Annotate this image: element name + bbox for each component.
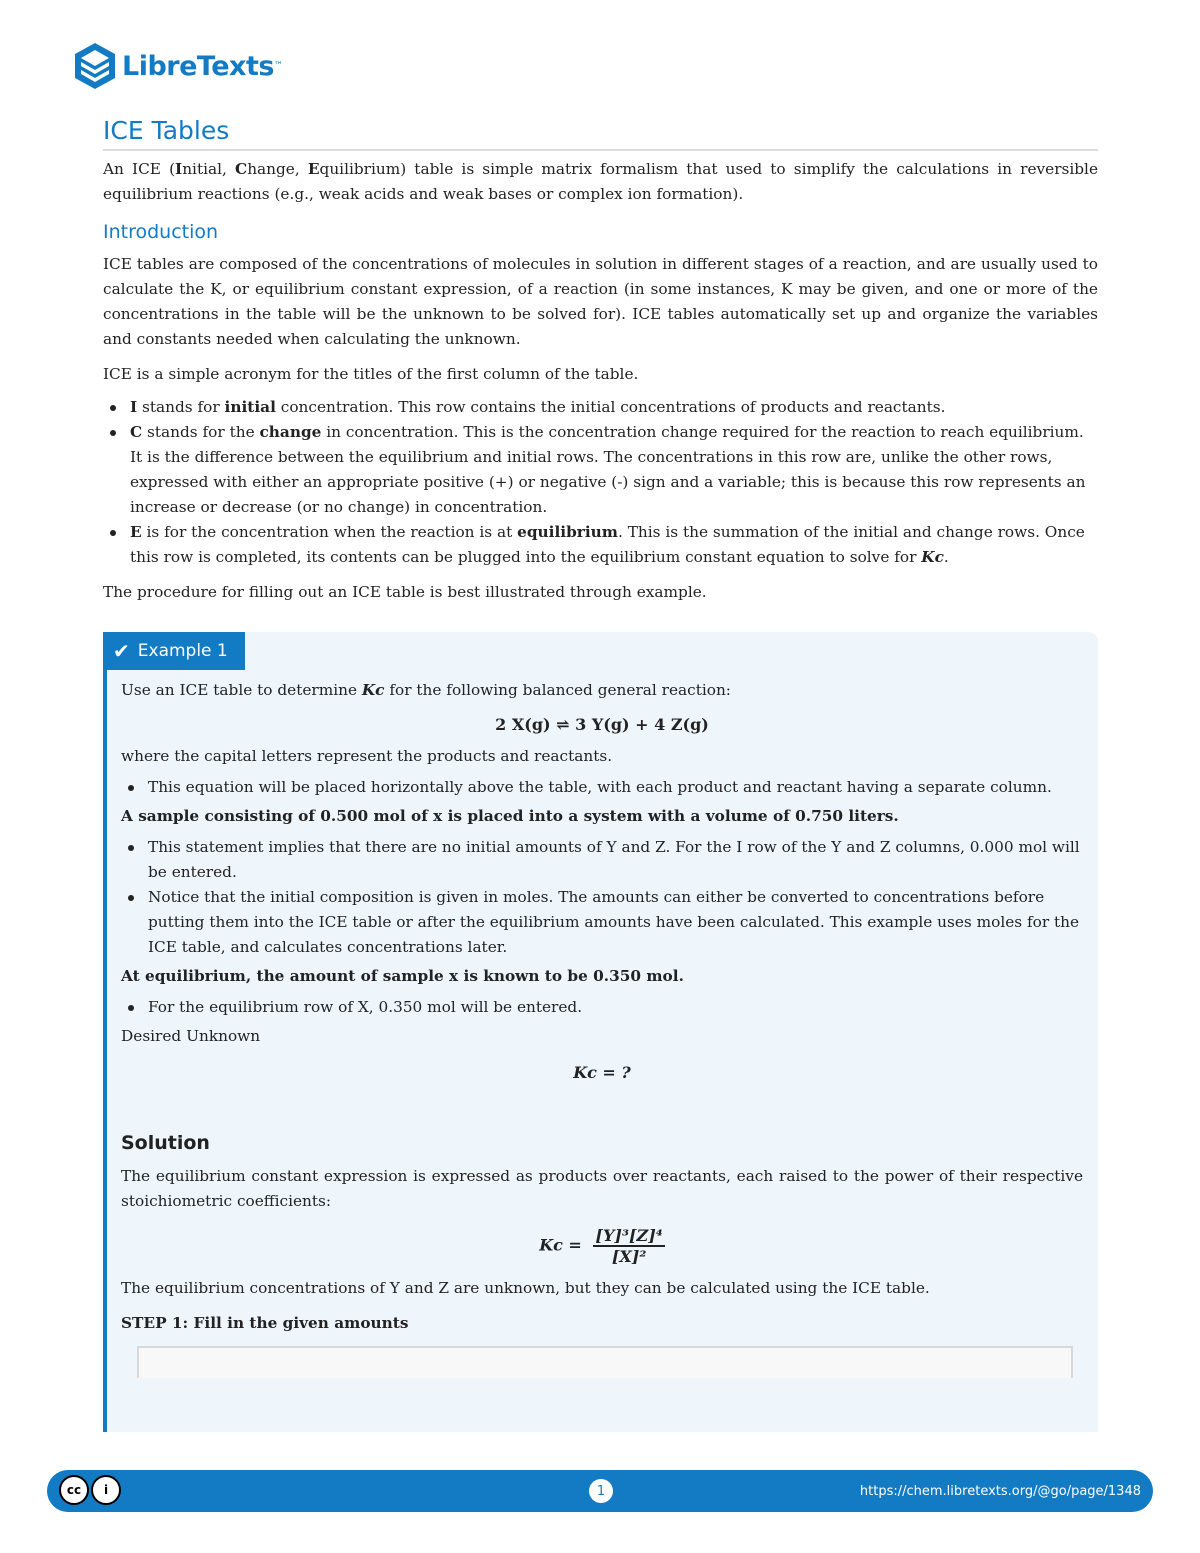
bullet-keyword: change xyxy=(259,423,322,441)
example-box xyxy=(103,632,1098,1432)
example-list xyxy=(121,835,1083,960)
step-1-heading: STEP 1: Fill in the given amounts xyxy=(121,1314,409,1332)
page-content xyxy=(103,116,1098,605)
list-item: This equation will be placed horizontally above the table, with each product and reactant having a separate column. xyxy=(148,775,1083,800)
list-item: For the equilibrium row of X, 0.350 mol will be entered. xyxy=(148,995,1083,1020)
kc-lhs: Kc = xyxy=(539,1235,582,1255)
question-text: Use an ICE table to determine xyxy=(121,681,362,699)
kc-denominator: [X]² xyxy=(611,1247,647,1266)
list-item: Notice that the initial composition is given in moles. The amounts can either be converted to concentrations before putting them into the ICE table or after the equilibrium amounts have been calculated. This example uses moles for the ICE table, and calculates concentrations later. xyxy=(148,885,1083,960)
ice-acronym-list xyxy=(103,395,1098,570)
question-text: for the following balanced general reaction: xyxy=(384,681,731,699)
bullet-text: in concentration. This is the concentration change required for the reaction to reach equilibrium. It is the difference between the equilibrium and initial rows. The concentrations in this row are, unlike the other rows, expressed with either an appropriate positive (+) or negative (-) sign and a variable; this is because this row represents an increase or decrease (or no change) in concentration. xyxy=(130,423,1086,516)
attribution-icon: i xyxy=(91,1475,121,1505)
bullet-letter: C xyxy=(130,423,143,441)
unknown-expression: Kc = ? xyxy=(573,1063,631,1082)
page-footer xyxy=(47,1470,1153,1512)
acronym-paragraph: ICE is a simple acronym for the titles of the first column of the table. xyxy=(103,365,639,383)
logo-wordmark: LibreTexts xyxy=(122,50,274,82)
introduction-paragraph: ICE tables are composed of the concentrations of molecules in solution in different stages of a reaction, and are usually used to calculate the K, or equilibrium constant expression, of a reaction (in some instances, K may be given, and one or more of the concentrations in the table will be the unknown to be solved for). ICE tables automatically set up and organize the variables and constants needed when calculating the unknown. xyxy=(103,255,1098,348)
intro-text: hange, xyxy=(247,160,308,178)
equilibrium-statement: At equilibrium, the amount of sample x is known to be 0.350 mol. xyxy=(121,967,684,985)
page-url-link[interactable]: https://chem.libretexts.org/@go/page/1348 xyxy=(859,1483,1141,1499)
bullet-letter: E xyxy=(130,523,142,541)
creative-commons-icon: cc xyxy=(59,1475,89,1505)
page-title: ICE Tables xyxy=(103,116,1098,151)
example-list xyxy=(121,995,1083,1020)
where-text: where the capital letters represent the products and reactants. xyxy=(121,747,613,765)
bullet-text: is for the concentration when the reaction is at xyxy=(141,523,518,541)
kc-symbol: Kc xyxy=(361,681,385,699)
solution-paragraph: The equilibrium constant expression is expressed as products over reactants, each raised to the power of their respective stoichiometric coefficients: xyxy=(121,1167,1083,1210)
intro-paragraph xyxy=(103,157,1098,207)
intro-equilibrium-letter: E xyxy=(307,160,320,178)
bullet-letter: I xyxy=(130,398,138,416)
list-item xyxy=(130,395,1098,420)
sample-statement: A sample consisting of 0.500 mol of x is placed into a system with a volume of 0.750 liters. xyxy=(121,807,899,825)
bullet-keyword: initial xyxy=(224,398,276,416)
intro-text: An ICE ( xyxy=(103,160,176,178)
checkmark-icon: ✔ xyxy=(113,639,130,663)
solution-heading: Solution xyxy=(121,1132,210,1154)
kc-symbol: Kc xyxy=(921,548,944,566)
solution-paragraph-2: The equilibrium concentrations of Y and Z are unknown, but they can be calculated using the ICE table. xyxy=(121,1279,930,1297)
bullet-text: stands for the xyxy=(142,423,260,441)
list-item xyxy=(130,420,1098,520)
page-number: 1 xyxy=(589,1479,613,1503)
libretexts-logo[interactable] xyxy=(72,40,283,92)
intro-change-letter: C xyxy=(235,160,248,178)
example-label: Example 1 xyxy=(137,641,228,661)
libretexts-logo-icon xyxy=(72,41,118,91)
ice-table-box xyxy=(137,1346,1073,1378)
procedure-paragraph: The procedure for filling out an ICE table is best illustrated through example. xyxy=(103,583,707,601)
bullet-text: concentration. This row contains the initial concentrations of products and reactants. xyxy=(275,398,946,416)
intro-text: nitial, xyxy=(182,160,235,178)
reaction-equation: 2 X(g) ⇌ 3 Y(g) + 4 Z(g) xyxy=(495,715,709,734)
unknown-equation xyxy=(121,1063,1083,1082)
cc-license-badge[interactable] xyxy=(59,1475,123,1507)
kc-numerator: [Y]³[Z]⁴ xyxy=(595,1226,663,1245)
kc-fraction xyxy=(593,1226,664,1266)
desired-unknown-label: Desired Unknown xyxy=(121,1027,261,1045)
intro-text: quilibrium) table is simple matrix formalism that used to simplify the calculations in reversible equilibrium reactions (e.g., weak acids and weak bases or complex ion formation). xyxy=(103,160,1099,203)
bullet-text: . This is the summation of the initial and change rows. Once this row is completed, its contents can be plugged into the equilibrium constant equation to solve for xyxy=(130,523,1085,566)
list-item: This statement implies that there are no initial amounts of Y and Z. For the I row of the Y and Z columns, 0.000 mol will be entered. xyxy=(148,835,1083,885)
intro-initial-letter: I xyxy=(175,160,183,178)
example-header xyxy=(103,632,245,670)
bullet-text: . xyxy=(943,548,949,566)
introduction-heading: Introduction xyxy=(103,221,219,243)
list-item xyxy=(130,520,1098,570)
bullet-text: stands for xyxy=(137,398,225,416)
example-body xyxy=(121,678,1083,1378)
bullet-keyword: equilibrium xyxy=(517,523,618,541)
kc-expression xyxy=(121,1226,1083,1266)
example-question xyxy=(121,678,1083,703)
logo-trademark: ™ xyxy=(273,61,283,71)
example-list xyxy=(121,775,1083,800)
